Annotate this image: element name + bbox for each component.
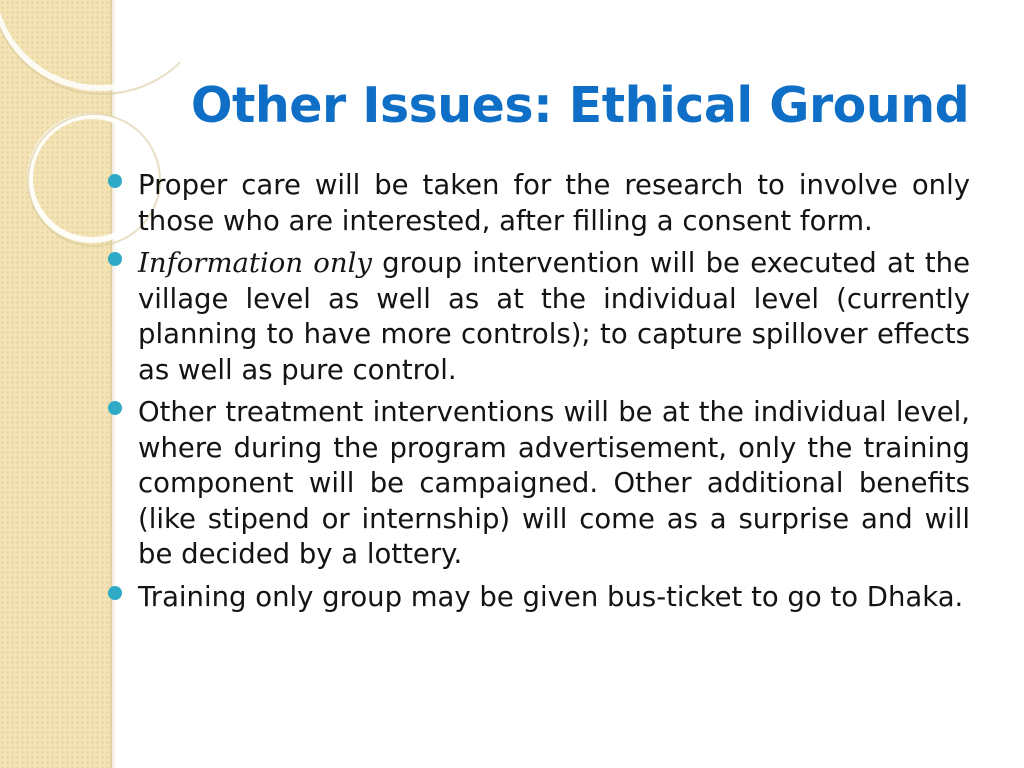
bullet-lead-italic: Information only	[138, 247, 372, 279]
bullet-text: Training only group may be given bus-ticket to go to Dhaka.	[138, 580, 964, 613]
bullet-item	[104, 246, 970, 388]
bullet-dot-icon	[108, 252, 122, 266]
bullet-dot-icon	[108, 174, 122, 188]
slide-title: Other Issues: Ethical Ground	[190, 76, 970, 134]
decorative-circle-large	[0, 0, 180, 88]
bullet-item	[104, 580, 970, 616]
bullet-text: Other treatment interventions will be at the individual level, where during the program advertisement, only the training component will be campaigned. Other additional benefits (like stipend or internship) will come as a surprise and will be decided by a lottery.	[138, 396, 970, 570]
bullet-list	[104, 168, 970, 622]
bullet-dot-icon	[108, 401, 122, 415]
decorative-circle-large-shadow	[0, 0, 180, 94]
bullet-item	[104, 168, 970, 239]
bullet-text: Proper care will be taken for the research to involve only those who are interested, after filling a consent form.	[138, 169, 970, 237]
bullet-dot-icon	[108, 586, 122, 600]
bullet-item	[104, 395, 970, 573]
bullet-text: group intervention will be executed at the village level as well as at the individual level (currently planning to have more controls); to capture spillover effects as well as pure control.	[138, 247, 970, 386]
